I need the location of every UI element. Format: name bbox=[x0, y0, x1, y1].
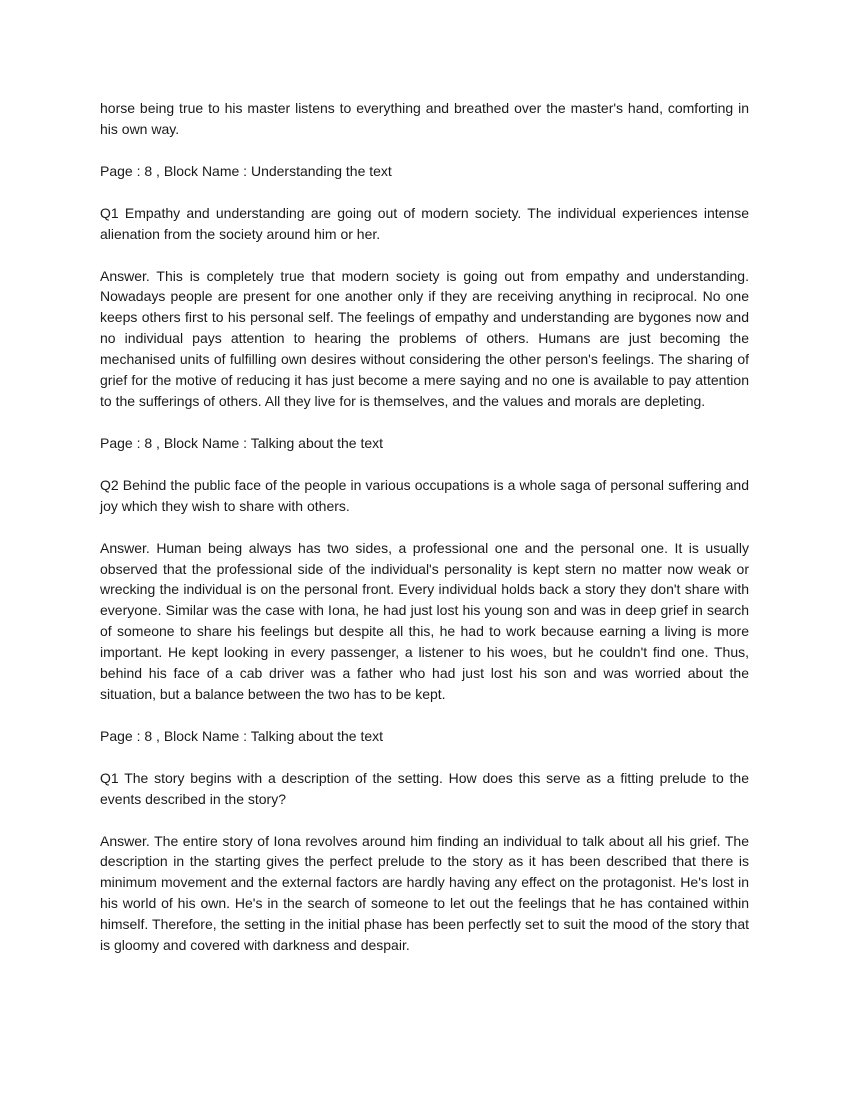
answer-paragraph: Answer. The entire story of Iona revolves around him finding an individual to talk about all his grief. The description in the starting gives the perfect prelude to the story as it has been described that there is minimum movement and the external factors are hardly having any effect on the protagonist. He's lost in his world of his own. He's in the search of someone to let out the feelings that he has contained within himself. Therefore, the setting in the initial phase has been perfectly set to suit the mood of the story that is gloomy and covered with darkness and despair. bbox=[100, 832, 749, 954]
question-paragraph: Q1 Empathy and understanding are going out of modern society. The individual experiences intense alienation from the society around him or her. bbox=[100, 204, 749, 242]
block-heading-talking: Page : 8 , Block Name : Talking about the text bbox=[100, 727, 384, 744]
question-paragraph: Q2 Behind the public face of the people in various occupations is a whole saga of personal suffering and joy which they wish to share with others. bbox=[100, 476, 749, 514]
document-page bbox=[100, 98, 749, 977]
block-heading-understanding: Page : 8 , Block Name : Understanding the text bbox=[100, 162, 392, 179]
block-heading-talking: Page : 8 , Block Name : Talking about the text bbox=[100, 434, 384, 451]
answer-paragraph: Answer. This is completely true that modern society is going out from empathy and understanding. Nowadays people are present for one another only if they are receiving anything in reciprocal. No one keeps others first to his personal self. The feelings of empathy and understanding are bygones now and no individual pays attention to hearing the problems of others. Humans are just becoming the mechanised units of fulfilling own desires without considering the other person's feelings. The sharing of grief for the motive of reducing it has just become a mere saying and no one is available to pay attention to the sufferings of others. All they live for is themselves, and the values and morals are depleting. bbox=[100, 267, 749, 409]
question-paragraph: Q1 The story begins with a description of the setting. How does this serve as a fitting prelude to the events described in the story? bbox=[100, 769, 749, 807]
answer-paragraph: Answer. Human being always has two sides, a professional one and the personal one. It is usually observed that the professional side of the individual's personality is kept stern no matter now weak or wrecking the individual is on the personal front. Every individual holds back a story they don't share with everyone. Similar was the case with Iona, he had just lost his young son and was in deep grief in search of someone to share his feelings but despite all this, he had to work because earning a living is more important. He kept looking in every passenger, a listener to his woes, but he couldn't find one. Thus, behind his face of a cab driver was a father who had just lost his son and was worried about the situation, but a balance between the two has to be kept. bbox=[100, 539, 749, 702]
continuation-paragraph: horse being true to his master listens to everything and breathed over the master's hand, comforting in his own way. bbox=[100, 100, 749, 137]
